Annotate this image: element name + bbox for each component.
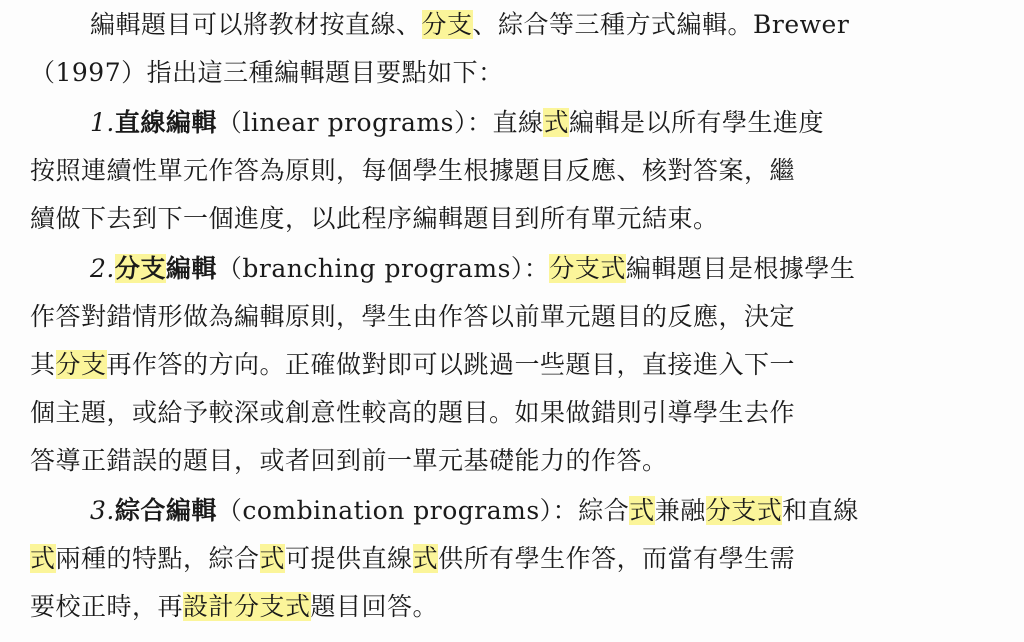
highlighted-term: 設計分支式 — [183, 592, 311, 621]
item1-line-2 — [30, 154, 795, 188]
item-english-title: （combination programs）： — [216, 496, 579, 525]
body-text: 其 — [30, 350, 56, 379]
body-text: 綜合 — [578, 496, 630, 525]
highlighted-term: 式 — [259, 544, 286, 573]
highlighted-term: 式 — [412, 544, 439, 573]
body-text: 按照連續性單元作答為原則，每個學生根據題目反應、核對答案，繼 — [30, 156, 796, 185]
item-number: 3. — [90, 496, 115, 525]
body-text: 答導正錯誤的題目，或者回到前一單元基礎能力的作答。 — [30, 446, 668, 475]
highlighted-term: 分支式 — [705, 496, 783, 525]
item2-line-1 — [90, 252, 855, 286]
item-number: 2. — [90, 254, 115, 283]
item-title: 編輯 — [165, 254, 217, 283]
item1-line-3 — [30, 202, 719, 236]
item-english-title: （branching programs）： — [216, 254, 550, 283]
item-english-title: （linear programs）： — [216, 108, 493, 137]
item-number: 1. — [90, 108, 115, 137]
highlighted-term: 式 — [30, 544, 56, 573]
body-text: 可提供直線 — [285, 544, 413, 573]
body-text: 作答對錯情形做為編輯原則，學生由作答以前單元題目的反應，決定 — [30, 302, 796, 331]
body-text: 續做下去到下一個進度，以此程序編輯題目到所有單元結束。 — [30, 204, 719, 233]
item2-line-4 — [30, 396, 795, 430]
item2-line-2 — [30, 300, 795, 334]
body-text: 編輯是以所有學生進度 — [569, 108, 825, 137]
body-text: 直線 — [492, 108, 544, 137]
item-title: 直線編輯 — [114, 108, 217, 137]
body-text: 要校正時，再 — [30, 592, 184, 621]
body-text: 兩種的特點，綜合 — [55, 544, 260, 573]
item3-line-1 — [90, 494, 859, 528]
highlighted-term: 分支 — [55, 350, 107, 379]
item3-line-3 — [30, 590, 438, 624]
body-text: 兼融 — [654, 496, 706, 525]
highlighted-term: 分支 — [421, 10, 473, 39]
intro-line-1 — [90, 8, 849, 42]
item2-line-5 — [30, 444, 668, 478]
body-text: 個主題，或給予較深或創意性較高的題目。如果做錯則引導學生去作 — [30, 398, 796, 427]
item-title: 綜合編輯 — [114, 496, 217, 525]
body-text: 和直線 — [782, 496, 859, 525]
intro-text: 、綜合等三種方式編輯。Brewer — [472, 10, 850, 39]
item2-line-3 — [30, 348, 795, 382]
intro-line-2 — [30, 56, 504, 90]
body-text: 題目回答。 — [310, 592, 439, 621]
intro-text: （1997）指出這三種編輯題目要點如下： — [30, 58, 504, 87]
body-text: 再作答的方向。正確做對即可以跳過一些題目，直接進入下一 — [106, 350, 796, 379]
item1-line-1 — [90, 106, 824, 140]
body-text: 編輯題目是根據學生 — [625, 254, 856, 283]
body-text: 供所有學生作答，而當有學生需 — [438, 544, 796, 573]
highlighted-term: 式 — [629, 496, 655, 525]
highlighted-term: 式 — [543, 108, 569, 137]
highlighted-term: 分支式 — [549, 254, 626, 283]
item3-line-2 — [30, 542, 795, 576]
intro-text: 編輯題目可以將教材按直線、 — [90, 10, 422, 39]
highlighted-term: 分支 — [114, 254, 166, 283]
